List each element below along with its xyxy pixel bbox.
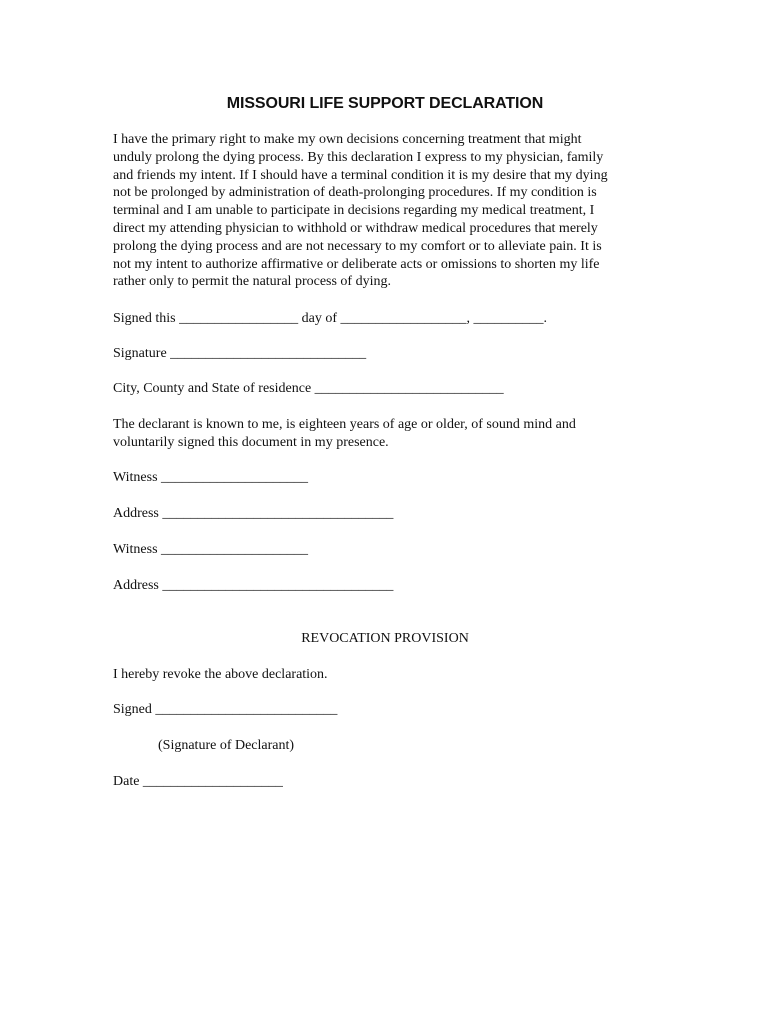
revocation-signed-field: Signed __________________________ [113, 702, 338, 717]
intro-paragraph [113, 131, 653, 291]
residence-field: City, County and State of residence ___________________________ [113, 381, 504, 396]
intro-line: I have the primary right to make my own decisions concerning treatment that might [113, 132, 582, 147]
witness-1-field: Witness _____________________ [113, 470, 309, 485]
intro-line: prolong the dying process and are not necessary to my comfort or to alleviate pain. It is [113, 238, 602, 254]
signed-this-field: Signed this _________________ day of __________________, __________. [113, 311, 547, 326]
intro-line: direct my attending physician to withhold or withdraw medical procedures that merely [113, 220, 598, 236]
intro-line: and friends my intent. If I should have a terminal condition it is my desire that my dying [113, 167, 608, 183]
intro-line: unduly prolong the dying process. By this declaration I express to my physician, family [113, 149, 604, 165]
revocation-heading: REVOCATION PROVISION [301, 631, 469, 646]
intro-line: not my intent to authorize affirmative or deliberate acts or omissions to shorten my life [113, 256, 600, 272]
address-2-field: Address _________________________________ [113, 578, 394, 593]
intro-line: terminal and I am unable to participate in decisions regarding my medical treatment, I [113, 203, 595, 219]
intro-line: not be prolonged by administration of death-prolonging procedures. If my condition is [113, 185, 597, 201]
intro-line: rather only to permit the natural process of dying. [113, 274, 391, 290]
document-title: MISSOURI LIFE SUPPORT DECLARATION [226, 95, 544, 112]
revocation-date-field: Date ____________________ [113, 774, 283, 789]
address-1-field: Address _________________________________ [113, 506, 394, 521]
revocation-statement: I hereby revoke the above declaration. [113, 667, 328, 682]
declarant-known-paragraph [113, 416, 576, 452]
declarant-known-line: The declarant is known to me, is eighteen years of age or older, of sound mind and [113, 417, 576, 432]
signature-caption: (Signature of Declarant) [158, 738, 295, 753]
signature-field: Signature ____________________________ [113, 346, 367, 361]
declarant-known-line: voluntarily signed this document in my presence. [113, 434, 389, 450]
witness-2-field: Witness _____________________ [113, 542, 309, 557]
